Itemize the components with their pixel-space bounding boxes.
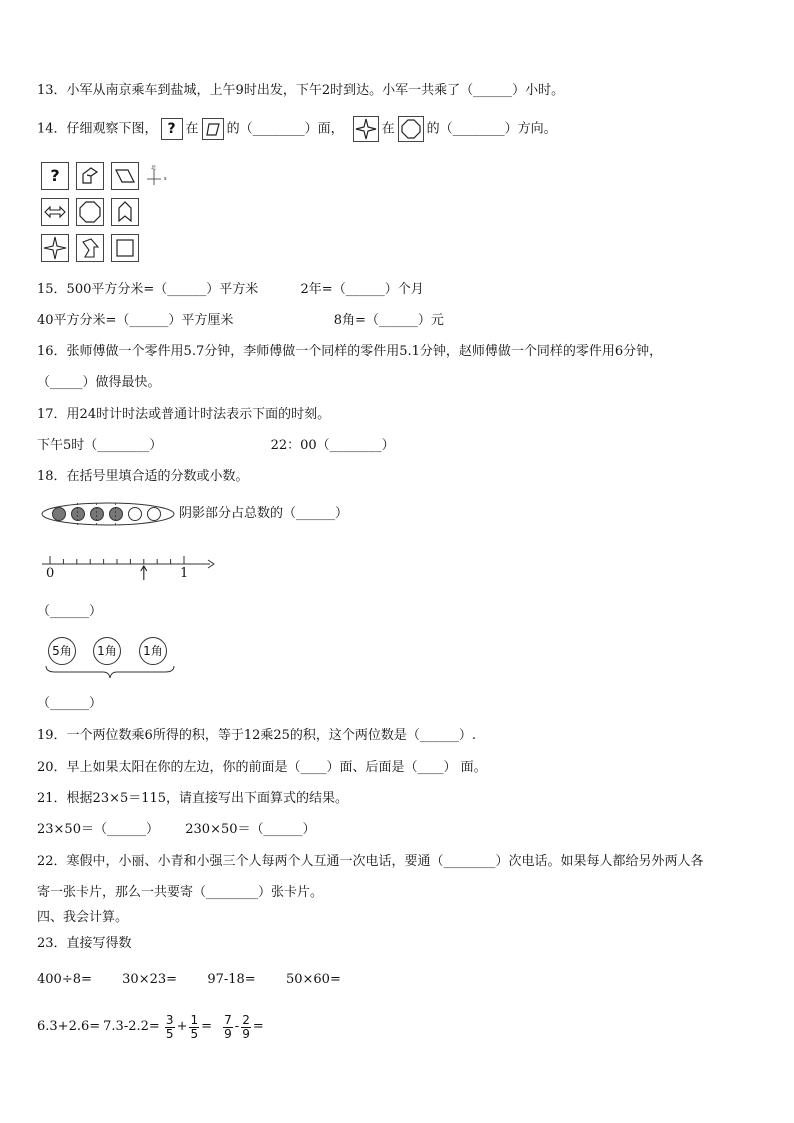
grid-folded-shape-icon [76,162,104,190]
fraction-1-5: $\frac{1}{5}$ [190,1012,199,1041]
grid-double-arrow-icon [41,198,69,226]
q18-shaded-blank: 阴影部分占总数的（______） [179,506,349,521]
question-18-line-1 [37,468,249,486]
q20-text: 20．早上如果太阳在你的左边，你的前面是（____）面、后面是（____） 面。 [37,760,487,775]
q18-number-line-blank: （______） [37,604,103,619]
q18-blank-b [37,695,102,713]
q17-2200-blank: 22：00（________） [270,438,395,453]
compass-icon: 北 s [145,166,167,188]
grid-question-mark-icon: ? [41,162,69,190]
question-17-line-1 [37,406,330,424]
octagon-box-icon [398,116,424,142]
question-13-text: 13．小军从南京乘车到盐城，上午9时出发，下午2时到达。小军一共乘了（______）小时。 [37,83,565,98]
q18-coin-blank: （______） [37,696,103,711]
bead-empty [148,508,161,521]
bead-empty [129,508,142,521]
coin-group-figure [45,637,175,677]
shape-grid-figure [41,162,181,262]
q18-blank-a [37,603,102,621]
grid-star-icon [41,234,69,262]
fraction-minus-op: - [234,1019,240,1034]
coin-1-jiao-b: 1角 [139,637,167,665]
q18-shaded-label [179,505,348,523]
q22-text: 22．寒假中，小丽、小青和小强三个人每两个人互通一次电话，要通（________）次电话。如果每人都给另外两人各 [37,854,704,869]
q23-heading: 23．直接写得数 [37,936,132,951]
q23-expr-6p3plus2p6: 6.3+2.6= [37,1019,101,1034]
coin-1-jiao-a: 1角 [93,637,121,665]
four-point-star-box-icon [353,116,379,142]
bead-oval-figure [41,501,175,527]
question-21-line-1 [37,790,348,808]
question-14-zai-2: 在 [381,121,395,137]
fraction-7-9: $\frac{7}{9}$ [224,1012,232,1041]
question-14-direction-blank: 的（________）方向。 [426,121,557,137]
question-14-face-blank: 的（________）面， [226,121,344,137]
question-13 [37,82,564,100]
q17-5pm-blank: 下午5时（________） [37,438,163,453]
q21-23x50-blank: 23×50＝（______） [37,822,159,837]
q16-text: 16．张师傅做一个零件用5.7分钟，李师傅做一个同样的零件用5.1分钟，赵师傅做一个同样的零件用6分钟， [37,344,663,359]
parallelogram-box-icon [202,118,224,140]
q19-text: 19．一个两位数乘6所得的积，等于12乘25的积，这个两位数是（______）. [37,728,477,743]
number-line-one-label: 1 [180,566,189,581]
question-21-line-2 [37,821,316,839]
question-14-lead: 14．仔细观察下图， [37,121,158,137]
number-line-arrow-icon [141,566,147,580]
section-4-heading: 四、我会计算。 [37,910,129,925]
q23-expr-50x60: 50×60= [285,972,341,987]
number-line-figure [38,550,218,584]
bead-oval-svg [41,501,175,527]
grid-parallelogram-icon [111,162,139,190]
q23-expr-400div8: 400÷8= [37,972,92,987]
question-15-line-2 [37,312,444,330]
coin-5-jiao: 5角 [48,637,76,665]
question-14-zai-1: 在 [185,121,199,137]
q23-expr-97minus18: 97-18= [207,972,256,987]
number-line-zero-label: 0 [46,566,55,581]
question-mark-box-icon: ? [161,118,183,140]
q23-row-1 [37,971,341,989]
question-16-line-2 [37,374,161,392]
grid-square-icon [111,234,139,262]
fraction-2-9: $\frac{2}{9}$ [242,1012,250,1041]
question-15-line-1 [37,281,424,299]
fraction-eq-1: = [201,1019,213,1034]
question-14 [37,116,557,143]
q21-text: 21．根据23×5＝115，请直接写出下面算式的结果。 [37,791,349,806]
fraction-plus-op: + [176,1019,188,1034]
q16-blank: （_____）做得最快。 [37,375,161,390]
q15-years-to-months: 2年=（______）个月 [300,282,424,297]
fraction-eq-2: = [252,1019,264,1034]
q15-jiao-to-yuan: 8角=（______）元 [333,313,444,328]
q15-square-dm-to-m: 15．500平方分米=（______）平方米 [37,282,259,297]
bead-shaded [72,508,85,521]
question-19 [37,727,476,745]
question-16-line-1 [37,343,662,361]
q15-square-dm-to-cm: 40平方分米=（______）平方厘米 [37,313,234,328]
coin-brace-icon [45,665,175,679]
q23-row-2 [37,1012,265,1043]
question-20 [37,759,487,777]
question-22-line-2 [37,884,323,902]
fraction-3-5: $\frac{3}{5}$ [165,1012,174,1041]
q23-expr-7p3minus2p2: 7.3-2.2= [103,1019,160,1034]
number-line-svg [38,550,218,584]
grid-bookmark-icon [111,198,139,226]
question-23-title [37,935,132,953]
bead-shaded [91,508,104,521]
grid-octagon-icon [76,198,104,226]
bead-shaded [53,508,66,521]
q23-expr-30x23: 30×23= [122,972,178,987]
section-4-title [37,909,128,927]
question-17-line-2 [37,437,395,455]
grid-folded-arrow-icon [76,234,104,262]
q18-text: 18．在括号里填合适的分数或小数。 [37,469,249,484]
bead-shaded [110,508,123,521]
q22-cards-blank: 寄一张卡片，那么一共要寄（________）张卡片。 [37,885,324,900]
q21-230x50-blank: 230×50＝（______） [185,822,316,837]
q17-text: 17．用24时计时法或普通计时法表示下面的时刻。 [37,407,331,422]
question-22-line-1 [37,853,704,871]
